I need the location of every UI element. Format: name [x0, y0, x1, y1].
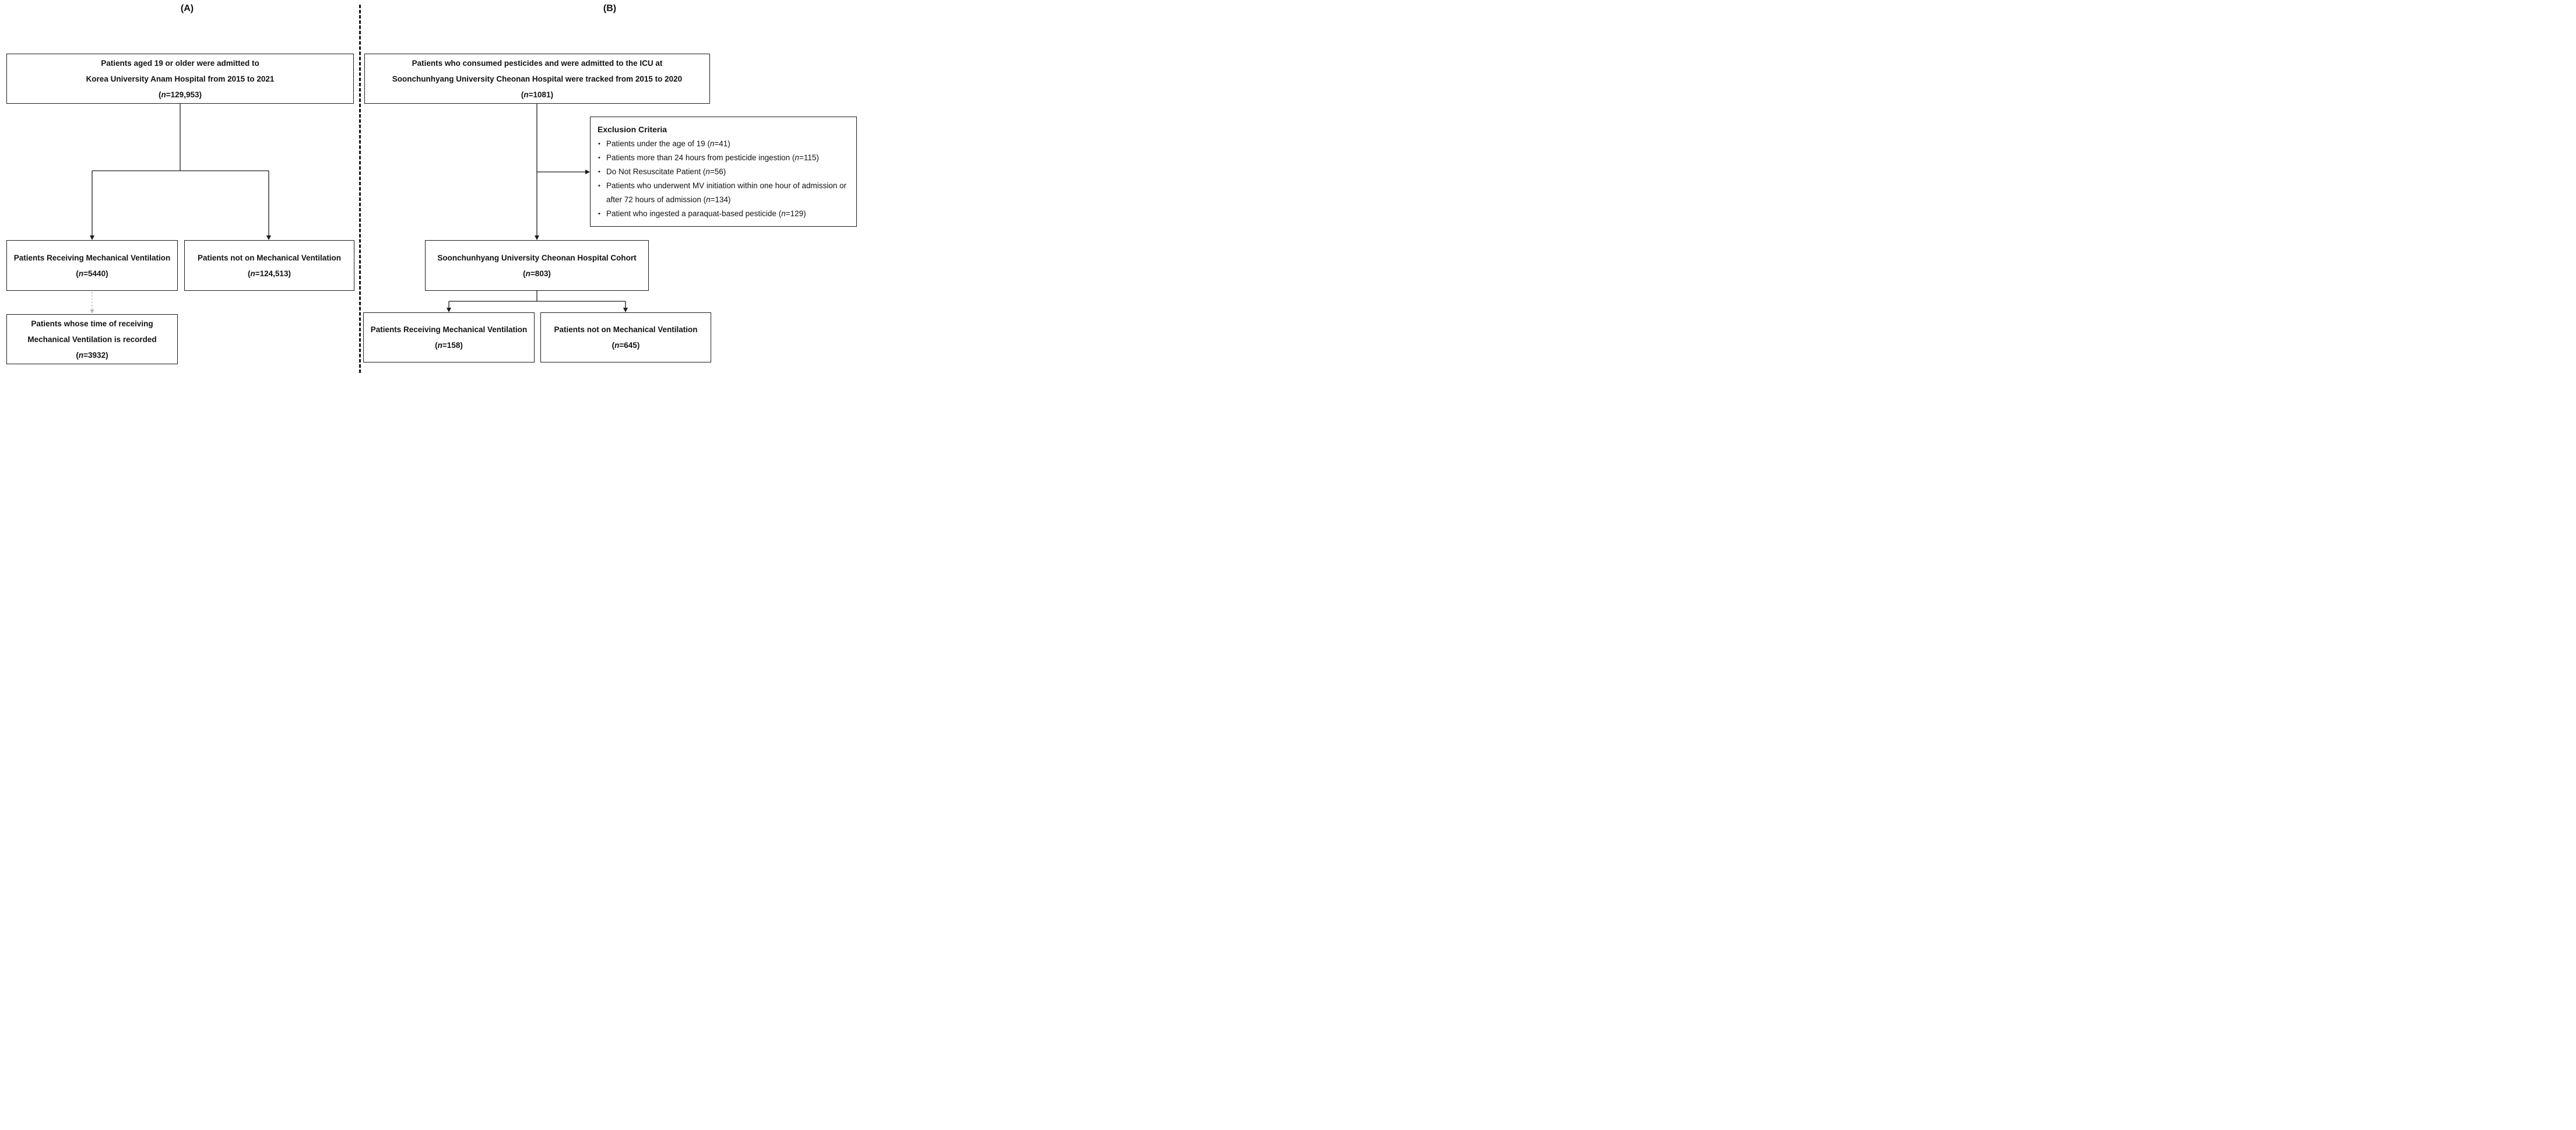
- arrowhead-icon: [585, 170, 590, 174]
- exclusion-item-text: Patient who ingested a paraquat-based pesticide (n=129): [606, 209, 806, 218]
- bullet-icon: •: [598, 154, 600, 161]
- exclusion-item: [598, 207, 849, 221]
- arrowhead-icon: [90, 235, 94, 240]
- box-line: (n=129,953): [159, 90, 202, 99]
- box-line: Patients aged 19 or older were admitted to: [101, 58, 259, 68]
- box-line: (n=124,513): [248, 269, 291, 278]
- box-line: (n=1081): [521, 90, 554, 99]
- box-line: Patients not on Mechanical Ventilation: [197, 253, 342, 262]
- exclusion-item-text: Patients under the age of 19 (n=41): [606, 139, 730, 148]
- box-text: [86, 55, 275, 103]
- exclusion-item-text: Do Not Resuscitate Patient (n=56): [606, 167, 726, 176]
- connector-b-split: [449, 291, 625, 308]
- panel-a-label: (A): [180, 3, 194, 13]
- box-line: Patients not on Mechanical Ventilation: [554, 325, 698, 334]
- exclusion-item-text: Patients who underwent MV initiation within one hour of admission or after 72 hours of admission (n=134): [606, 181, 846, 204]
- bullet-icon: •: [598, 210, 600, 217]
- box-line: Mechanical Ventilation is recorded: [27, 335, 157, 344]
- arrowhead-icon: [535, 235, 539, 240]
- exclusion-title: Exclusion Criteria: [598, 125, 667, 134]
- box-b-exclusion-criteria: [590, 117, 857, 227]
- box-text: [371, 322, 528, 353]
- box-a-mv-time-recorded: [6, 314, 178, 364]
- box-line: (n=645): [612, 341, 640, 350]
- box-text: [392, 55, 682, 103]
- box-line: Soonchunhyang University Cheonan Hospital were tracked from 2015 to 2020: [392, 74, 683, 83]
- box-line: (n=3932): [76, 350, 108, 360]
- box-b-not-on-mv: [540, 312, 711, 362]
- box-a-admitted-patients: [6, 54, 354, 104]
- bullet-icon: •: [598, 168, 600, 175]
- box-line: (n=158): [435, 341, 463, 350]
- exclusion-item-list: [598, 137, 849, 221]
- box-b-cohort: [425, 240, 649, 291]
- exclusion-item-text: Patients more than 24 hours from pesticide ingestion (n=115): [606, 153, 819, 162]
- panel-divider-dashed-line: [359, 5, 361, 373]
- box-a-not-on-mv: [184, 240, 354, 291]
- arrowhead-icon: [623, 308, 628, 312]
- box-line: Patients Receiving Mechanical Ventilation: [370, 325, 528, 334]
- box-line: (n=5440): [76, 269, 108, 278]
- box-text: [437, 250, 636, 281]
- exclusion-item: [598, 151, 849, 165]
- arrowhead-icon: [447, 308, 451, 312]
- box-a-receiving-mv: [6, 240, 178, 291]
- bullet-icon: •: [598, 182, 600, 189]
- exclusion-item: [598, 165, 849, 179]
- box-line: Soonchunhyang University Cheonan Hospital Cohort: [437, 253, 637, 262]
- arrowhead-dotted-icon: [90, 309, 94, 314]
- box-line: Korea University Anam Hospital from 2015 to 2021: [86, 74, 275, 83]
- exclusion-item: [598, 179, 849, 207]
- connector-a-split: [92, 104, 269, 236]
- box-b-tracked-patients: [364, 54, 710, 104]
- exclusion-item: [598, 137, 849, 151]
- arrowhead-icon: [266, 235, 271, 240]
- panel-b-label: (B): [603, 3, 617, 13]
- box-line: (n=803): [523, 269, 551, 278]
- patient-flow-diagram: [0, 0, 859, 376]
- box-text: [198, 250, 341, 281]
- box-line: Patients who consumed pesticides and were admitted to the ICU at: [412, 58, 663, 68]
- box-text: [554, 322, 697, 353]
- box-text: [27, 316, 156, 363]
- box-line: Patients Receiving Mechanical Ventilation: [13, 253, 171, 262]
- box-b-receiving-mv: [363, 312, 535, 362]
- box-line: Patients whose time of receiving: [31, 319, 153, 328]
- bullet-icon: •: [598, 140, 600, 147]
- box-text: [14, 250, 171, 281]
